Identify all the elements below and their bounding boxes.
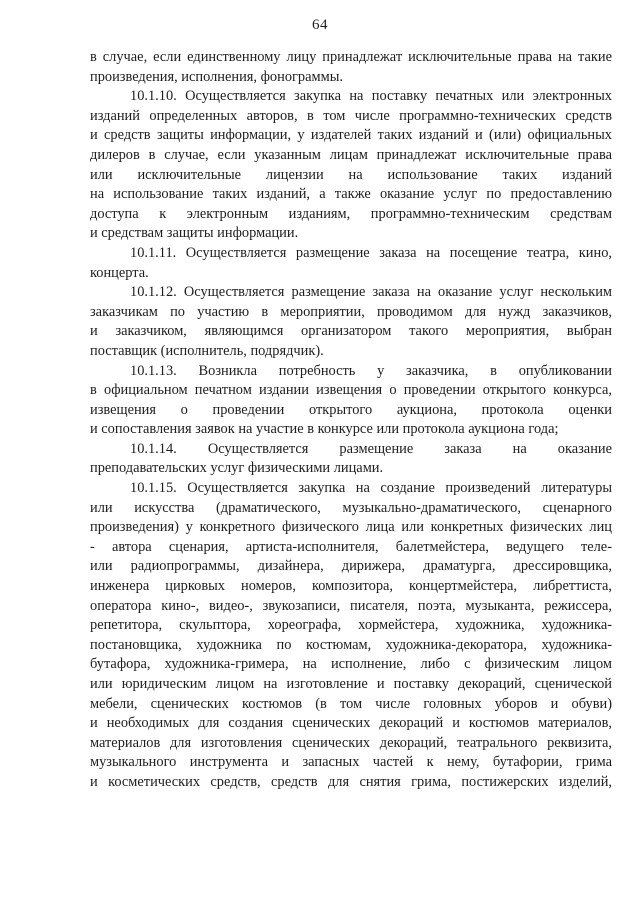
body-text bbox=[90, 48, 612, 793]
text-line: поставщик (исполнитель, подрядчик). bbox=[90, 342, 324, 359]
text-line: преподавательских услуг физическими лицами. bbox=[90, 460, 384, 477]
text-line: в случае, если единственному лицу принадлежат исключительные права на такие bbox=[90, 49, 612, 65]
text-line: инженера цирковых номеров, композитора, концертмейстера, либреттиста, bbox=[90, 578, 612, 595]
text-line: 10.1.11. Осуществляется размещение заказа на посещение театра, кино, bbox=[130, 244, 612, 261]
text-line: и заказчиком, являющимся организатором такого мероприятия, выбран bbox=[90, 323, 612, 340]
text-line: доступа к электронным изданиям, программно-техническим средствам bbox=[90, 205, 612, 222]
text-line: бутафора, художника-гримера, на исполнение, либо с физическим лицом bbox=[90, 656, 612, 673]
text-line: изданий определенных авторов, в том числе программно-технических средств bbox=[90, 107, 612, 124]
text-line: 10.1.14. Осуществляется размещение заказа на оказание bbox=[130, 440, 612, 457]
text-line: и сопоставления заявок на участие в конкурсе или протокола аукциона года; bbox=[90, 421, 559, 438]
text-line: концерта. bbox=[90, 264, 149, 281]
text-line: 10.1.10. Осуществляется закупка на поставку печатных или электронных bbox=[130, 88, 612, 105]
text-line: и средств защиты информации, у издателей таких изданий и (или) официальных bbox=[90, 127, 612, 144]
text-line: произведения) у конкретного физического лица или конкретных физических лиц bbox=[90, 519, 612, 536]
text-line: постановщика, художника по костюмам, художника-декоратора, художника- bbox=[90, 636, 612, 653]
text-line: мебели, сценических костюмов (в том числе головных уборов и обуви) bbox=[90, 695, 612, 712]
text-line: произведения, исполнения, фонограммы. bbox=[90, 68, 343, 85]
text-line: и необходимых для создания сценических декораций и костюмов материалов, bbox=[90, 715, 612, 732]
text-line: в официальном печатном издании извещения о проведении открытого конкурса, bbox=[90, 382, 612, 399]
page-number: 64 bbox=[312, 17, 328, 33]
text-line: 10.1.15. Осуществляется закупка на создание произведений литературы bbox=[130, 480, 612, 497]
text-line: оператора кино-, видео-, звукозаписи, писателя, поэта, музыканта, режиссера, bbox=[90, 597, 612, 614]
text-line: - автора сценария, артиста-исполнителя, балетмейстера, ведущего теле- bbox=[90, 538, 612, 555]
text-line: репетитора, скульптора, хореографа, хормейстера, художника, художника- bbox=[90, 617, 612, 634]
text-line: или искусства (драматического, музыкально-драматического, сценарного bbox=[90, 499, 612, 516]
text-line: заказчикам по участию в мероприятии, проводимом для нужд заказчиков, bbox=[90, 303, 612, 320]
text-line: или радиопрограммы, дизайнера, дирижера, драматурга, дрессировщика, bbox=[90, 558, 612, 575]
text-line: извещения о проведении открытого аукциона, протокола оценки bbox=[90, 401, 612, 418]
text-line: или исключительные лицензии на использование таких изданий bbox=[90, 166, 612, 183]
text-line: материалов для изготовления сценических декораций, театрального реквизита, bbox=[90, 734, 612, 751]
text-line: на использование таких изданий, а также оказание услуг по предоставлению bbox=[90, 186, 612, 203]
text-line: дилеров в случае, если указанным лицам принадлежат исключительные права bbox=[90, 146, 612, 163]
text-line: 10.1.12. Осуществляется размещение заказа на оказание услуг нескольким bbox=[130, 284, 612, 301]
text-line: или юридическим лицом на изготовление и поставку декораций, сценической bbox=[90, 676, 612, 692]
text-line: 10.1.13. Возникла потребность у заказчика, в опубликовании bbox=[130, 362, 612, 379]
text-line: и средствам защиты информации. bbox=[90, 225, 299, 242]
text-line: музыкального инструмента и запасных частей к нему, бутафории, грима bbox=[90, 754, 612, 771]
text-line: и косметических средств, средств для снятия грима, постижерских изделий, bbox=[90, 773, 612, 790]
